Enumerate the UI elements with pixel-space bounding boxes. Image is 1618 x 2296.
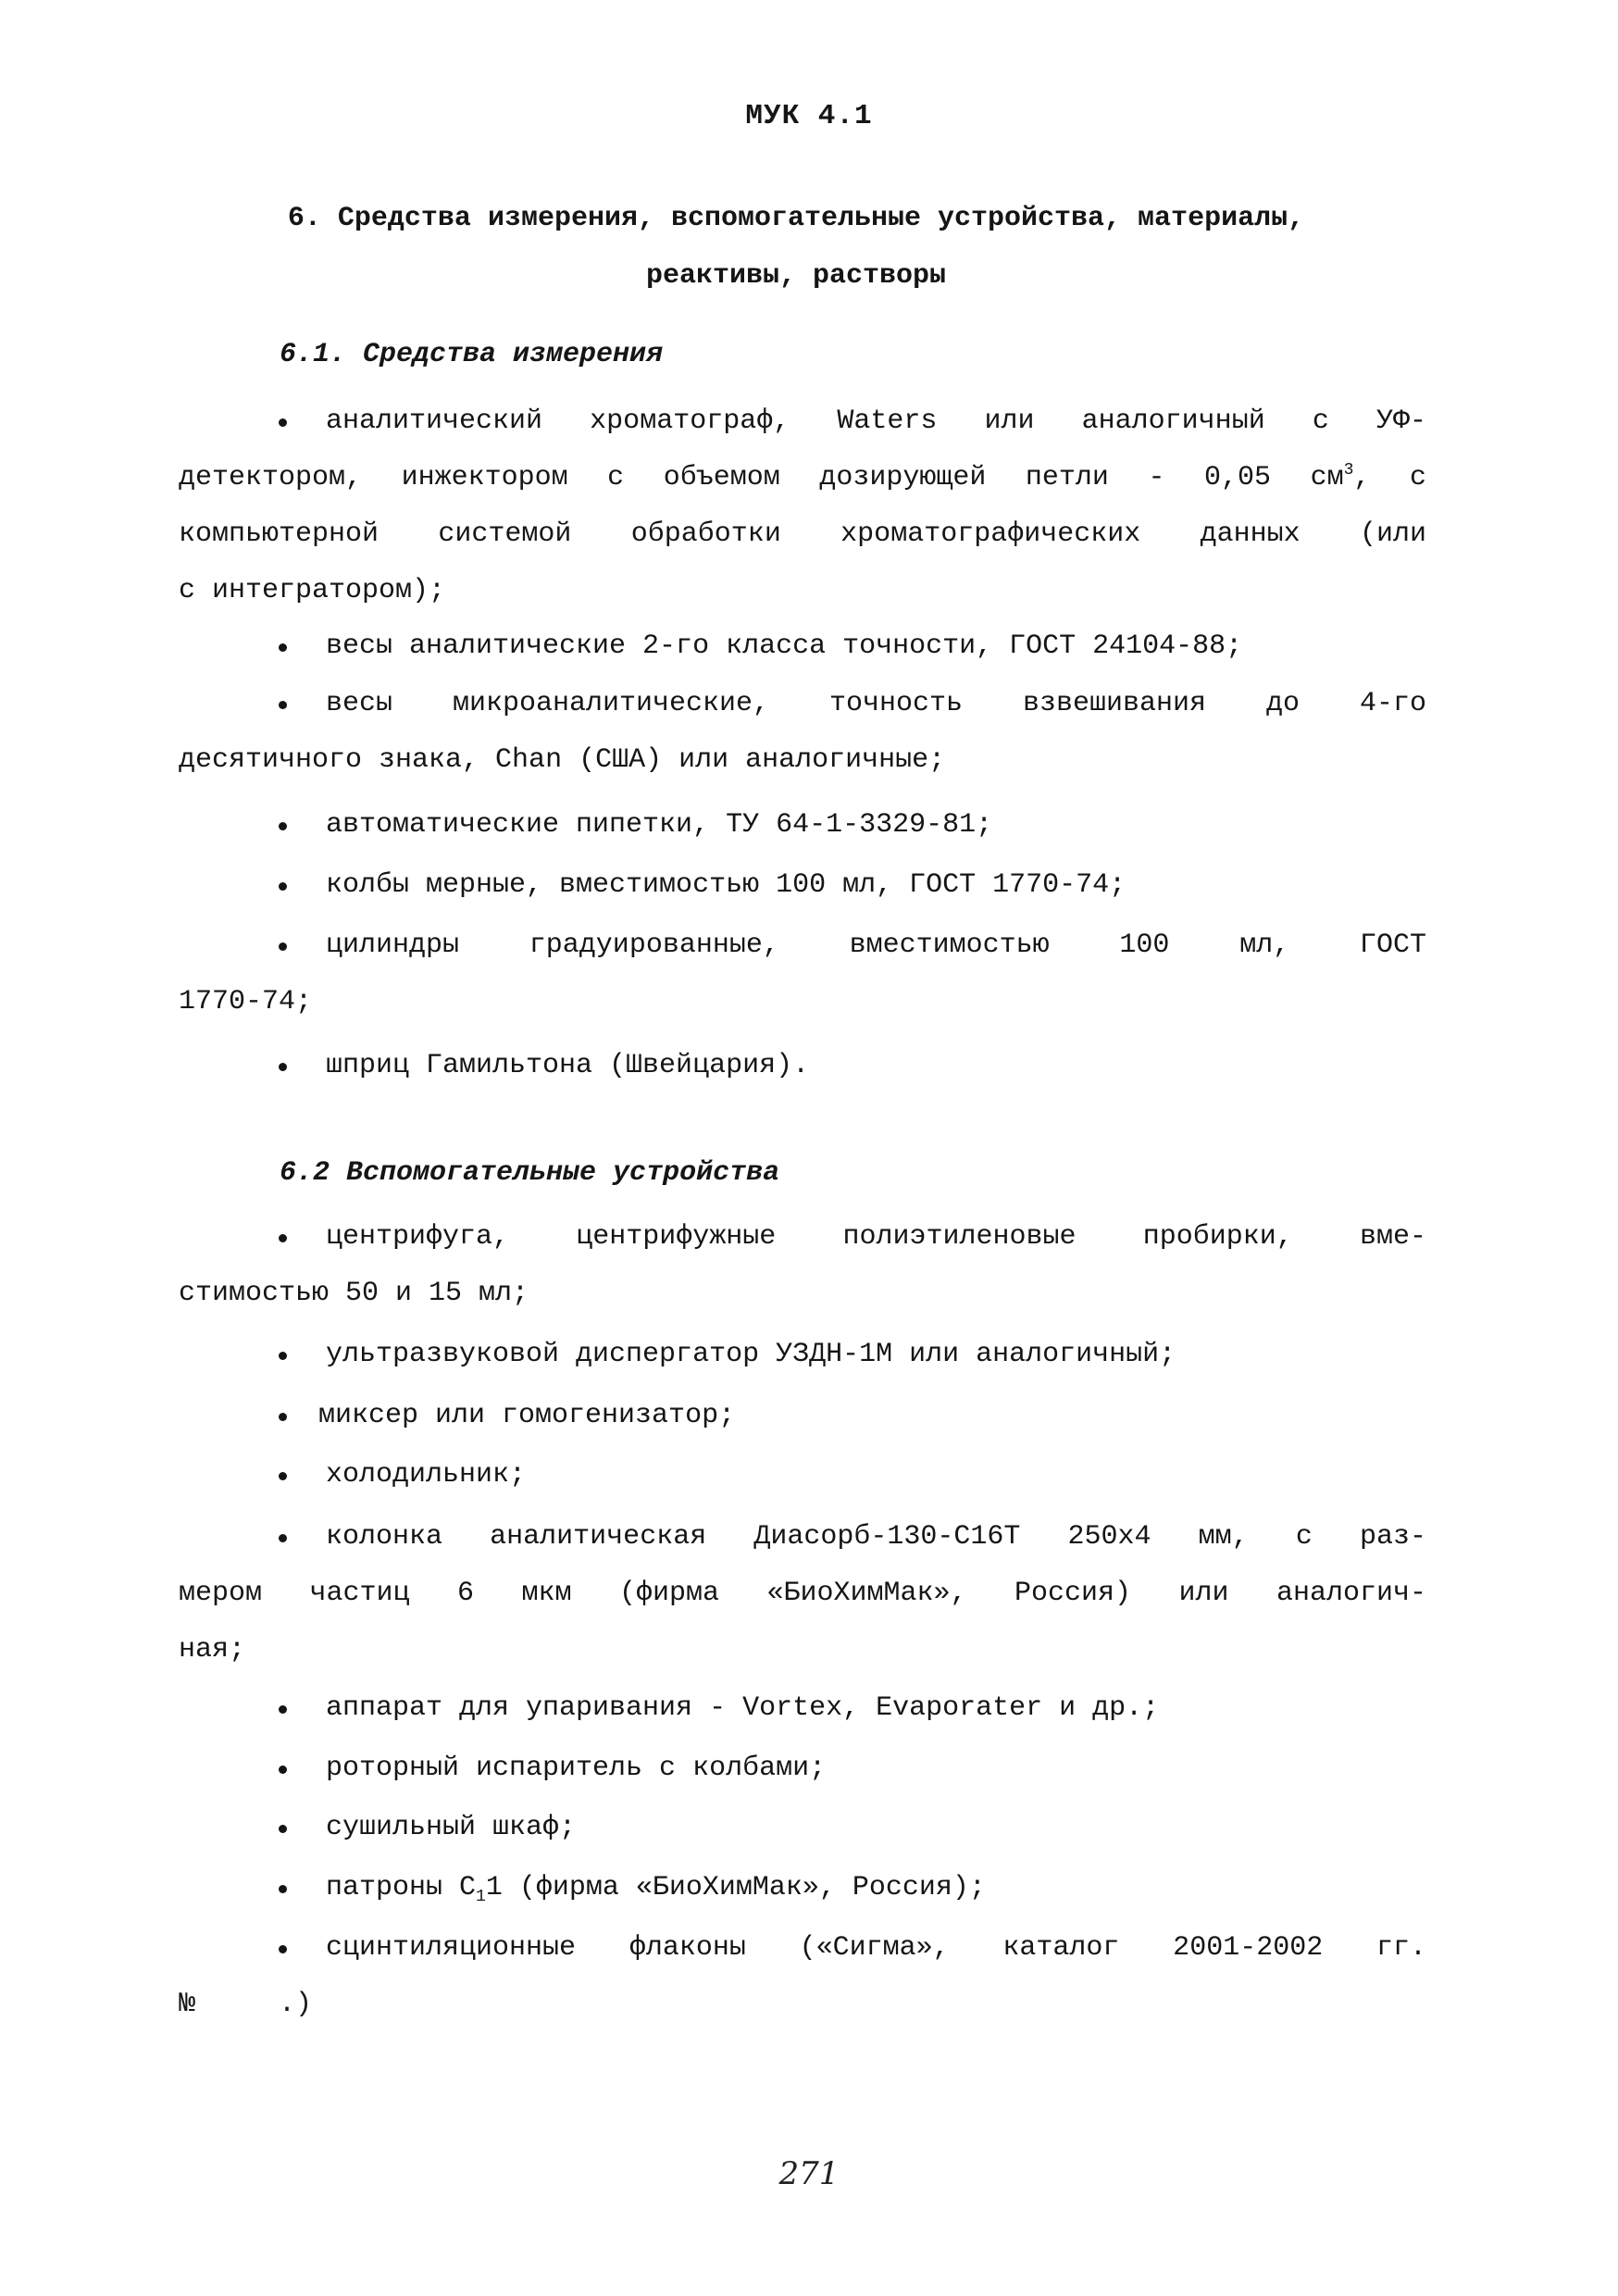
item-text: цилиндры градуированные, вместимостью 100 мл, ГОСТ [326,930,1426,961]
section-title-line-2: реактивы, растворы [645,260,947,292]
item-text: с интегратором); [179,575,446,606]
list-item-scales [179,618,1426,675]
list-item-mixer [179,1388,1426,1444]
bullet-icon [279,1509,306,1566]
bullet-icon [279,1680,306,1737]
item-text: колонка аналитическая Диасорб-130-С16Т 250х4 мм, с раз- [326,1521,1426,1553]
item-text: десятичного знака, Chan (США) или аналогичные; [179,744,946,776]
list-item-ultrasonic [179,1327,1426,1383]
bullet-icon [279,1447,306,1504]
bullet-icon [279,857,306,914]
item-text: автоматические пипетки, ТУ 64-1-3329-81; [326,809,993,841]
bullet-icon [279,1741,306,1797]
list-item-column [179,1509,1426,1678]
item-text: сушильный шкаф; [326,1812,577,1843]
item-text: сцинтиляционные флаконы («Сигма», каталог 2001-2002 гг. [326,1932,1426,1964]
bullet-icon [279,676,306,732]
bullet-icon [279,393,306,450]
item-text: холодильник; [326,1459,527,1491]
bullet-icon [279,797,306,854]
list-item-microscales [179,676,1426,789]
item-text: колбы мерные, вместимостью 100 мл, ГОСТ 1770-74; [326,869,1126,901]
item-text: ная; [179,1634,246,1666]
item-text: стимостью 50 и 15 мл; [179,1278,529,1309]
list-item-syringe [179,1038,1426,1094]
list-item-cartridges [179,1860,1426,1916]
list-item-flasks [179,857,1426,914]
list-item-rotary-evaporator [179,1741,1426,1797]
bullet-icon [279,1860,306,1916]
list-item-vials [179,1920,1426,2033]
bullet-icon [279,1327,306,1383]
list-item-evaporator-device [179,1680,1426,1737]
list-item-pipettes [179,797,1426,854]
item-text: ультразвуковой диспергатор УЗДН-1М или аналогичный; [326,1339,1176,1370]
subsection-title-measuring: 6.1. Средства измерения [280,339,664,370]
item-text: центрифуга, центрифужные полиэтиленовые пробирки, вме- [326,1221,1426,1253]
item-text: детектором, инжектором с объемом дозирующей петли - 0,05 $см^3$, с [179,461,1426,493]
item-text: роторный испаритель с колбами; [326,1753,827,1784]
list-item-chromatograph [179,393,1426,619]
item-text: весы микроаналитические, точность взвешивания до 4-го [326,688,1426,719]
bullet-icon [279,618,306,675]
section-title-line-1: 6. Средства измерения, вспомогательные устройства, материалы, [287,203,1305,234]
page-number: 271 [778,2155,840,2192]
item-text: весы аналитические 2-го класса точности, ГОСТ 24104-88; [326,630,1243,662]
list-item-centrifuge [179,1209,1426,1322]
subsection-title-auxiliary: 6.2 Вспомогательные устройства [280,1157,780,1189]
page-header: МУК 4.1 [745,100,873,132]
bullet-icon [279,1038,306,1094]
item-text: мером частиц 6 мкм (фирма «БиоХимМак», Россия) или аналогич- [179,1578,1426,1609]
item-text: компьютерной системой обработки хроматографических данных (или [179,518,1426,550]
bullet-icon [279,1800,306,1856]
item-text: шприц Гамильтона (Швейцария). [326,1050,810,1081]
item-text: патроны $С_11$ (фирма «БиоХимМак», Россия); [326,1872,986,1906]
item-text: миксер или гомогенизатор; [318,1400,736,1431]
item-text: № .) [179,1989,313,2020]
list-item-cylinders [179,917,1426,1030]
list-item-fridge [179,1447,1426,1504]
bullet-icon [279,1209,306,1266]
item-text: аналитический хроматограф, Waters или аналогичный с УФ- [326,406,1426,437]
item-text: 1770-74; [179,986,313,1017]
bullet-icon [279,917,306,974]
bullet-icon [279,1388,306,1444]
list-item-drying-cabinet [179,1800,1426,1856]
section-title [130,190,1462,305]
bullet-icon [279,1920,306,1977]
item-text: аппарат для упаривания - Vortex, Evaporater и др.; [326,1692,1160,1724]
